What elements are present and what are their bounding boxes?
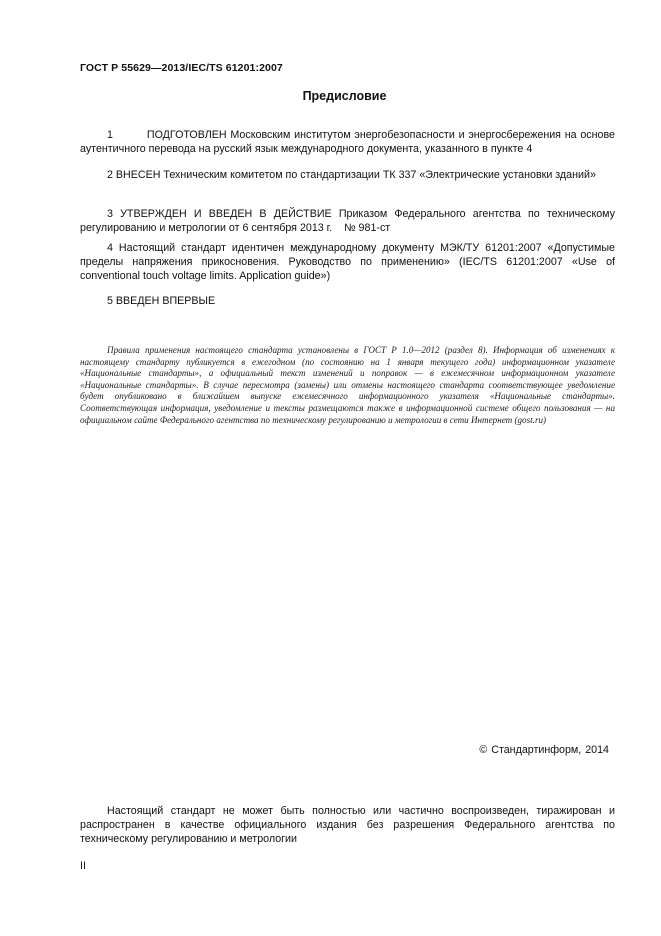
document-header: ГОСТ Р 55629—2013/IEC/TS 61201:2007: [80, 62, 283, 74]
foreword-paragraph-5: 5 ВВЕДЕН ВПЕРВЫЕ: [107, 295, 216, 307]
foreword-paragraph-3: 3 УТВЕРЖДЕН И ВВЕДЕН В ДЕЙСТВИЕ Приказом Федерального агентства по техническому регулированию и метрологии от 6 сентября 2013 г. № 981-ст: [80, 208, 615, 235]
page-number: II: [80, 860, 86, 872]
copyright-notice: © Стандартинформ, 2014: [479, 744, 609, 756]
foreword-paragraph-2: 2 ВНЕСЕН Техническим комитетом по стандартизации ТК 337 «Электрические установки зданий»: [107, 169, 596, 181]
application-rules-note: Правила применения настоящего стандарта установлены в ГОСТ Р 1.0—2012 (раздел 8). Информация об изменениях к настоящему стандарту публикуется в ежегодном (по состоянию на 1 января текущего года) информационном указателе «Национальные стандарты», а официальный текст изменений и поправок — в ежемесячном информационном указателе «Национальные стандарты». В случае пересмотра (замены) или отмены настоящего стандарта соответствующее уведомление будет опубликовано в ближайшем выпуске ежемесячного информационного указателя «Национальные стандарты». Соответствующая информация, уведомление и тексты размещаются также в информационной системе общего пользования — на официальном сайте Федерального агентства по техническому регулированию и метрологии в сети Интернет (gost.ru): [80, 345, 615, 425]
foreword-paragraph-4: 4 Настоящий стандарт идентичен международному документу МЭК/ТУ 61201:2007 «Допустимые пределы напряжения прикосновения. Руководство по применению» (IEC/TS 61201:2007 «Use of conventional touch voltage limits. Application guide»): [80, 242, 615, 283]
page-title: Предисловие: [302, 89, 387, 103]
foreword-paragraph-1: 1 ПОДГОТОВЛЕН Московским институтом энергобезопасности и энергосбережения на основе аутентичного перевода на русский язык международного документа, указанного в пункте 4: [80, 129, 615, 156]
reproduction-rights-notice: Настоящий стандарт не может быть полностью или частично воспроизведен, тиражирован и распространен в качестве официального издания без разрешения Федерального агентства по техническому регулированию и метрологии: [80, 805, 615, 846]
